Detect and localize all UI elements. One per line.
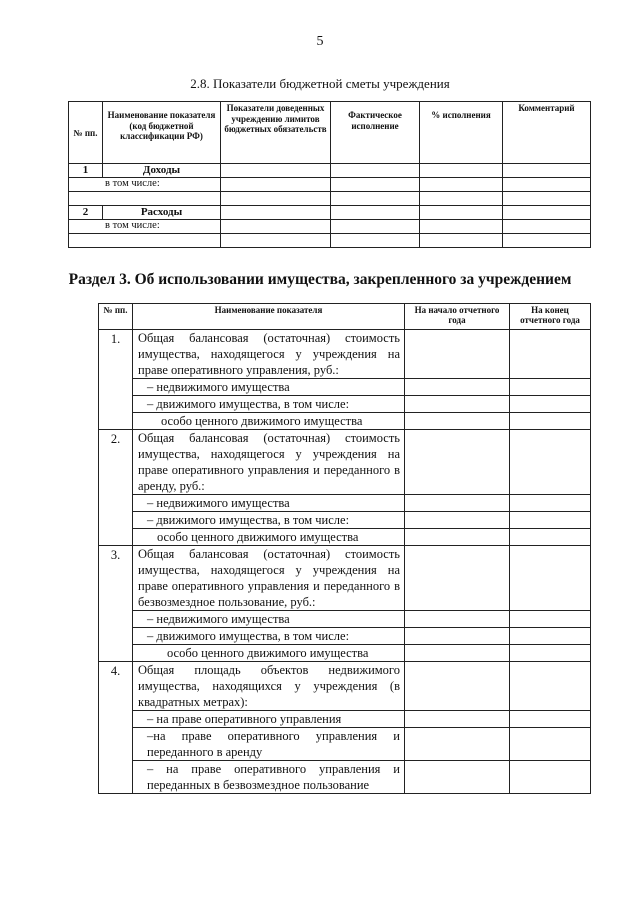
property-group-num: 4. [99, 662, 133, 794]
property-header-num: № пп. [99, 304, 133, 330]
property-row [99, 546, 591, 611]
budget-table [68, 101, 591, 248]
property-row-sub: – движимого имущества, в том числе: [133, 396, 405, 413]
budget-row [69, 178, 591, 192]
budget-row-name [69, 234, 221, 248]
property-row-sub: особо ценного движимого имущества [133, 413, 405, 430]
budget-row-name: Доходы [103, 164, 221, 178]
budget-row [69, 164, 591, 178]
budget-section-title: 2.8. Показатели бюджетной сметы учреждения [190, 76, 450, 91]
budget-header-comment: Комментарий [503, 102, 591, 164]
budget-row-num: 2 [69, 206, 103, 220]
property-group-num: 1. [99, 330, 133, 430]
property-row-sub: – на праве оперативного управления и переданных в безвозмездное пользование [133, 761, 405, 794]
property-row-sub: – недвижимого имущества [133, 611, 405, 628]
property-row [99, 645, 591, 662]
property-header-name: Наименование показателя [133, 304, 405, 330]
property-row-sub: – на праве оперативного управления [133, 711, 405, 728]
budget-header-row [69, 102, 591, 164]
budget-header-actual: Фактическое исполнение [331, 102, 420, 164]
property-row-sub: – недвижимого имущества [133, 495, 405, 512]
property-row-main: Общая балансовая (остаточная) стоимость имущества, находящегося у учреждения на праве оперативного управления и переданного в безвозмездное пользование, руб.: [133, 546, 405, 611]
property-row-sub: особо ценного движимого имущества [133, 529, 405, 546]
property-row [99, 662, 591, 711]
page-number: 5 [316, 34, 324, 49]
property-group-num: 3. [99, 546, 133, 662]
property-row [99, 330, 591, 379]
property-row-sub: –на праве оперативного управления и переданного в аренду [133, 728, 405, 761]
budget-header-name: Наименование показателя (код бюджетной классификации РФ) [103, 102, 221, 164]
property-header-end: На конец отчетного года [510, 304, 591, 330]
property-row [99, 611, 591, 628]
property-row [99, 761, 591, 794]
budget-row-num: 1 [69, 164, 103, 178]
property-row-sub: – недвижимого имущества [133, 379, 405, 396]
property-row [99, 711, 591, 728]
property-row-sub: – движимого имущества, в том числе: [133, 628, 405, 645]
property-row-main: Общая балансовая (остаточная) стоимость имущества, находящегося у учреждения на праве оперативного управления и переданного в аренду, руб.: [133, 430, 405, 495]
property-row [99, 512, 591, 529]
budget-row [69, 192, 591, 206]
property-row [99, 628, 591, 645]
property-group-num: 2. [99, 430, 133, 546]
budget-row-name: в том числе: [69, 178, 221, 192]
property-row [99, 495, 591, 512]
property-row [99, 728, 591, 761]
property-section-title: Раздел 3. Об использовании имущества, закрепленного за учреждением [68, 271, 572, 288]
property-row [99, 379, 591, 396]
budget-header-num: № пп. [69, 102, 103, 164]
budget-row [69, 220, 591, 234]
property-row-main: Общая площадь объектов недвижимого имущества, находящихся у учреждения (в квадратных метрах): [133, 662, 405, 711]
property-header-row [99, 304, 591, 330]
budget-row-name: в том числе: [69, 220, 221, 234]
budget-header-limits: Показатели доведенных учреждению лимитов бюджетных обязательств [221, 102, 331, 164]
property-row-main: Общая балансовая (остаточная) стоимость имущества, находящегося у учреждения на праве оперативного управления, руб.: [133, 330, 405, 379]
budget-row-name [69, 192, 221, 206]
property-row-sub: особо ценного движимого имущества [133, 645, 405, 662]
budget-row [69, 206, 591, 220]
property-row [99, 529, 591, 546]
property-row [99, 396, 591, 413]
budget-header-percent: % исполнения [420, 102, 503, 164]
property-header-start: На начало отчетного года [405, 304, 510, 330]
property-row-sub: – движимого имущества, в том числе: [133, 512, 405, 529]
property-table [98, 303, 591, 794]
property-row [99, 413, 591, 430]
property-row [99, 430, 591, 495]
budget-row-name: Расходы [103, 206, 221, 220]
budget-row [69, 234, 591, 248]
